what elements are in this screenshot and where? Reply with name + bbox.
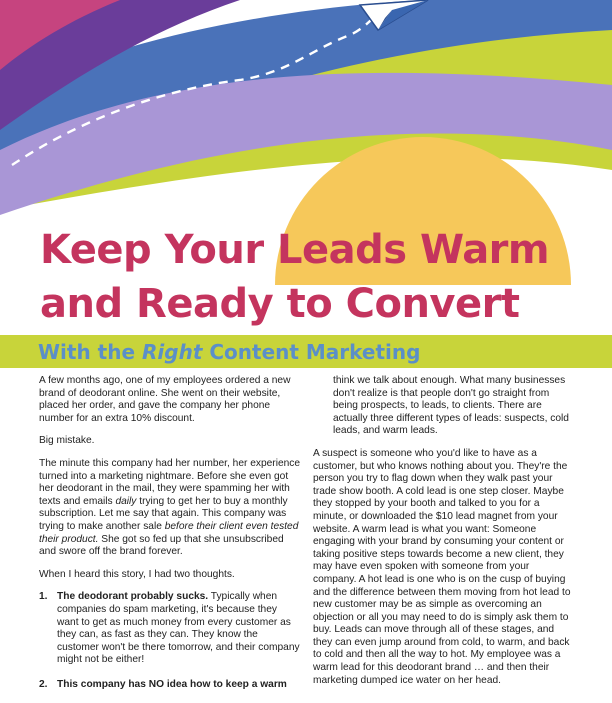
list-item: [39, 679, 301, 692]
thoughts-list: [39, 591, 301, 691]
list-number: 2.: [39, 678, 48, 690]
paragraph-lead-definitions: A suspect is someone who you'd like to have as a customer, but who knows nothing about you. They're the person you try to flag down when they walk past your trade show booth. A cold lead is one step closer. Maybe they stopped by your booth and talked to you for a minute, or downloaded the $10 lead magnet from your website. A warm lead is what you want: Someone engaging with your brand by consuming your content or taking positive steps towards become a new client, they may have even spoken with someone from your company. A hot lead is one who is on the cusp of buying and the difference between them moving from hot lead to new customer may be as simple as overcoming an objection or all you may need to do is simply ask them to buy. Leads can move through all of these stages, and they can even jump around from cold, to warm, and back to cold and then all the way to hot. My employee was a warm lead for this deodorant brand … and then their marketing dumped ice water on her head.: [313, 447, 571, 686]
title-line-2: and Ready to Convert: [40, 281, 520, 327]
list-number: 1.: [39, 591, 48, 603]
title-line-1: [40, 228, 549, 272]
subtitle: [38, 339, 420, 365]
paragraph-two-thoughts: When I heard this story, I had two thoughts.: [39, 568, 235, 580]
paragraph-big-mistake: Big mistake.: [39, 435, 95, 447]
right-column: [313, 375, 571, 697]
title-line-1-part-b: Leads Warm: [277, 227, 550, 273]
emphasis-before-tested: before their client even tested their product.: [39, 520, 299, 545]
list-item-lead: This company has NO idea how to keep a warm: [57, 678, 287, 690]
paragraph-nightmare-b: trying to get her to buy a monthly subscription. Let me say that again. This company was trying to make another sale: [39, 495, 288, 532]
paragraph-nightmare-c: She got so fed up that she unsubscribed and swore off the brand forever.: [39, 533, 284, 558]
list-item-lead: The deodorant probably sucks.: [57, 591, 209, 603]
subtitle-pre: With the: [38, 340, 143, 364]
subtitle-post: Content Marketing: [202, 340, 421, 364]
emphasis-daily: daily: [115, 495, 137, 507]
list-item-text: Typically when companies do spam marketing, it's because they want to get as much money from every customer as they can, as fast as they can. They know the customer won't be there tomorrow, and their company might not be either!: [57, 591, 300, 666]
paragraph-nightmare-a: The minute this company had her number, her experience turned into a marketing nightmare. Before she even got her deodorant in the mail, they were spamming her with texts and emails: [39, 457, 301, 507]
left-column: [39, 375, 301, 703]
title-line-1-part-a: Keep Your: [40, 227, 278, 273]
paragraph-nightmare: [39, 458, 301, 559]
paragraph-lead-types: think we talk about enough. What many businesses don't realize is that people don't go straight from being prospects, to leads, to clients. There are actually three different types of leads: suspects, cold leads, and warm leads.: [333, 375, 569, 437]
subtitle-emphasis: Right: [142, 340, 203, 364]
paragraph-intro: A few months ago, one of my employees ordered a new brand of deodorant online. She went on their website, placed her order, and gave the company her phone number for an extra 10% discount.: [39, 375, 291, 424]
list-item: [39, 591, 301, 667]
